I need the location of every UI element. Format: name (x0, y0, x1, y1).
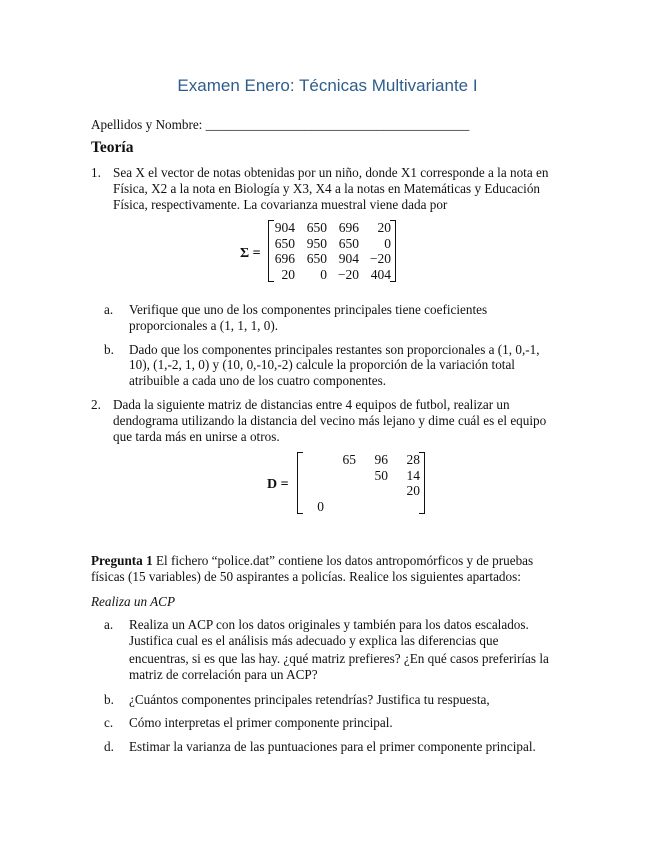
pregunta-1-subheading: Realiza un ACP (91, 594, 176, 609)
question-2-line: Dada la siguiente matriz de distancias entre 4 equipos de futbol, realizar un (113, 397, 510, 412)
d-matrix-cell: 65 (342, 452, 356, 467)
part-text-line: encuentras, si es que las hay. ¿qué matriz prefieres? ¿En qué casos preferirías la (129, 651, 549, 666)
d-matrix-cell (329, 499, 361, 515)
sigma-matrix-row (268, 251, 396, 267)
part-text-line: 10), (1,-2, 1, 0) y (10, 0,-10,-2) calcule la proporción de la variación total (129, 357, 515, 372)
sigma-matrix-cell: 650 (338, 235, 359, 251)
sigma-matrix-cell: −20 (337, 266, 359, 282)
sigma-matrix-cell: 20 (377, 220, 391, 235)
part-label: a. (104, 302, 114, 317)
question-1-line: Física, X2 a la nota en Biología y X3, X4 a la notas en Matemáticas y Educación (113, 181, 541, 196)
part-text-line: atribuible a cada uno de los cuatro componentes. (129, 373, 387, 388)
part-label: b. (104, 692, 114, 707)
sigma-matrix-cell: 904 (338, 251, 359, 266)
d-label: D = (267, 477, 289, 492)
part-text-line: Realiza un ACP con los datos originales y también para los datos escalados. (129, 617, 529, 632)
d-matrix-cell: 28 (406, 452, 420, 467)
d-matrix-row (297, 499, 425, 515)
sigma-matrix-cell: 650 (274, 235, 295, 251)
section-heading-teoria: Teoría (91, 139, 134, 156)
d-matrix-cell: 50 (374, 467, 388, 483)
part-text-line: Estimar la varianza de las puntuaciones para el primer componente principal. (129, 739, 536, 754)
d-matrix-cell (329, 468, 361, 484)
part-text-line: Cómo interpretas el primer componente principal. (129, 715, 393, 730)
d-matrix-row (297, 452, 425, 468)
part-label: a. (104, 617, 114, 632)
d-matrix-cell (361, 483, 393, 499)
sigma-matrix-cell: 20 (281, 266, 295, 282)
sigma-matrix-cell: 696 (274, 251, 295, 266)
distance-matrix (297, 452, 425, 514)
question-2-line: que tarda más en unirse a otros. (113, 429, 280, 444)
d-matrix-cell (361, 499, 393, 515)
d-matrix-cell: 96 (374, 452, 388, 467)
sigma-matrix-cell: −20 (369, 251, 391, 266)
sigma-matrix-cell: 650 (306, 220, 327, 235)
pregunta-1-intro (91, 553, 533, 569)
d-matrix-row (297, 483, 425, 499)
sigma-label: Σ = (240, 246, 261, 261)
part-text-line: Dado que los componentes principales restantes son proporcionales a (1, 0,-1, (129, 342, 540, 357)
question-2-line: dendograma utilizando la distancia del vecino más lejano y dime cuál es el equipo (113, 413, 547, 428)
pregunta-1-line: El fichero “police.dat” contiene los datos antropomórficos y de pruebas (155, 553, 534, 568)
part-label: c. (104, 715, 114, 730)
d-matrix-cell: 14 (406, 467, 420, 483)
sigma-matrix-cell: 404 (370, 266, 391, 282)
d-matrix-row (297, 468, 425, 484)
name-field: Apellidos y Nombre: ________________________________________ (91, 117, 470, 132)
pregunta-1-label: Pregunta 1 (91, 553, 153, 568)
question-1-line: Física, respectivamente. La covarianza muestral viene dada por (113, 197, 448, 212)
part-text-line: matriz de correlación para un ACP? (129, 667, 318, 682)
covariance-matrix (268, 220, 396, 282)
part-text-line: proporcionales a (1, 1, 1, 0). (129, 318, 279, 333)
part-text-line: Verifique que uno de los componentes principales tiene coeficientes (129, 302, 488, 317)
pregunta-1-line: físicas (15 variables) de 50 aspirantes a policías. Realice los siguientes apartados: (91, 569, 521, 584)
question-1-number: 1. (91, 165, 101, 180)
d-matrix-cell: 20 (406, 483, 420, 498)
sigma-matrix-cell: 696 (338, 220, 359, 235)
part-text-line: Justifica cual es el análisis más adecuado y explica las diferencias que (129, 633, 499, 648)
sigma-matrix-row (268, 267, 396, 283)
d-matrix-cell: 0 (317, 498, 324, 514)
question-1-line: Sea X el vector de notas obtenidas por un niño, donde X1 corresponde a la nota en (113, 165, 549, 180)
d-matrix-cell (329, 483, 361, 499)
sigma-matrix-row (268, 236, 396, 252)
part-text-line: ¿Cuántos componentes principales retendrías? Justifica tu respuesta, (129, 692, 490, 707)
part-label: b. (104, 342, 114, 357)
sigma-matrix-cell: 904 (274, 220, 295, 235)
sigma-matrix-row (268, 220, 396, 236)
page-title: Examen Enero: Técnicas Multivariante I (177, 76, 478, 95)
sigma-matrix-cell: 950 (306, 235, 327, 251)
question-2-number: 2. (91, 397, 101, 412)
sigma-matrix-cell: 650 (306, 251, 327, 266)
part-label: d. (104, 739, 114, 754)
sigma-matrix-cell: 0 (320, 266, 327, 282)
sigma-matrix-cell: 0 (384, 235, 391, 251)
